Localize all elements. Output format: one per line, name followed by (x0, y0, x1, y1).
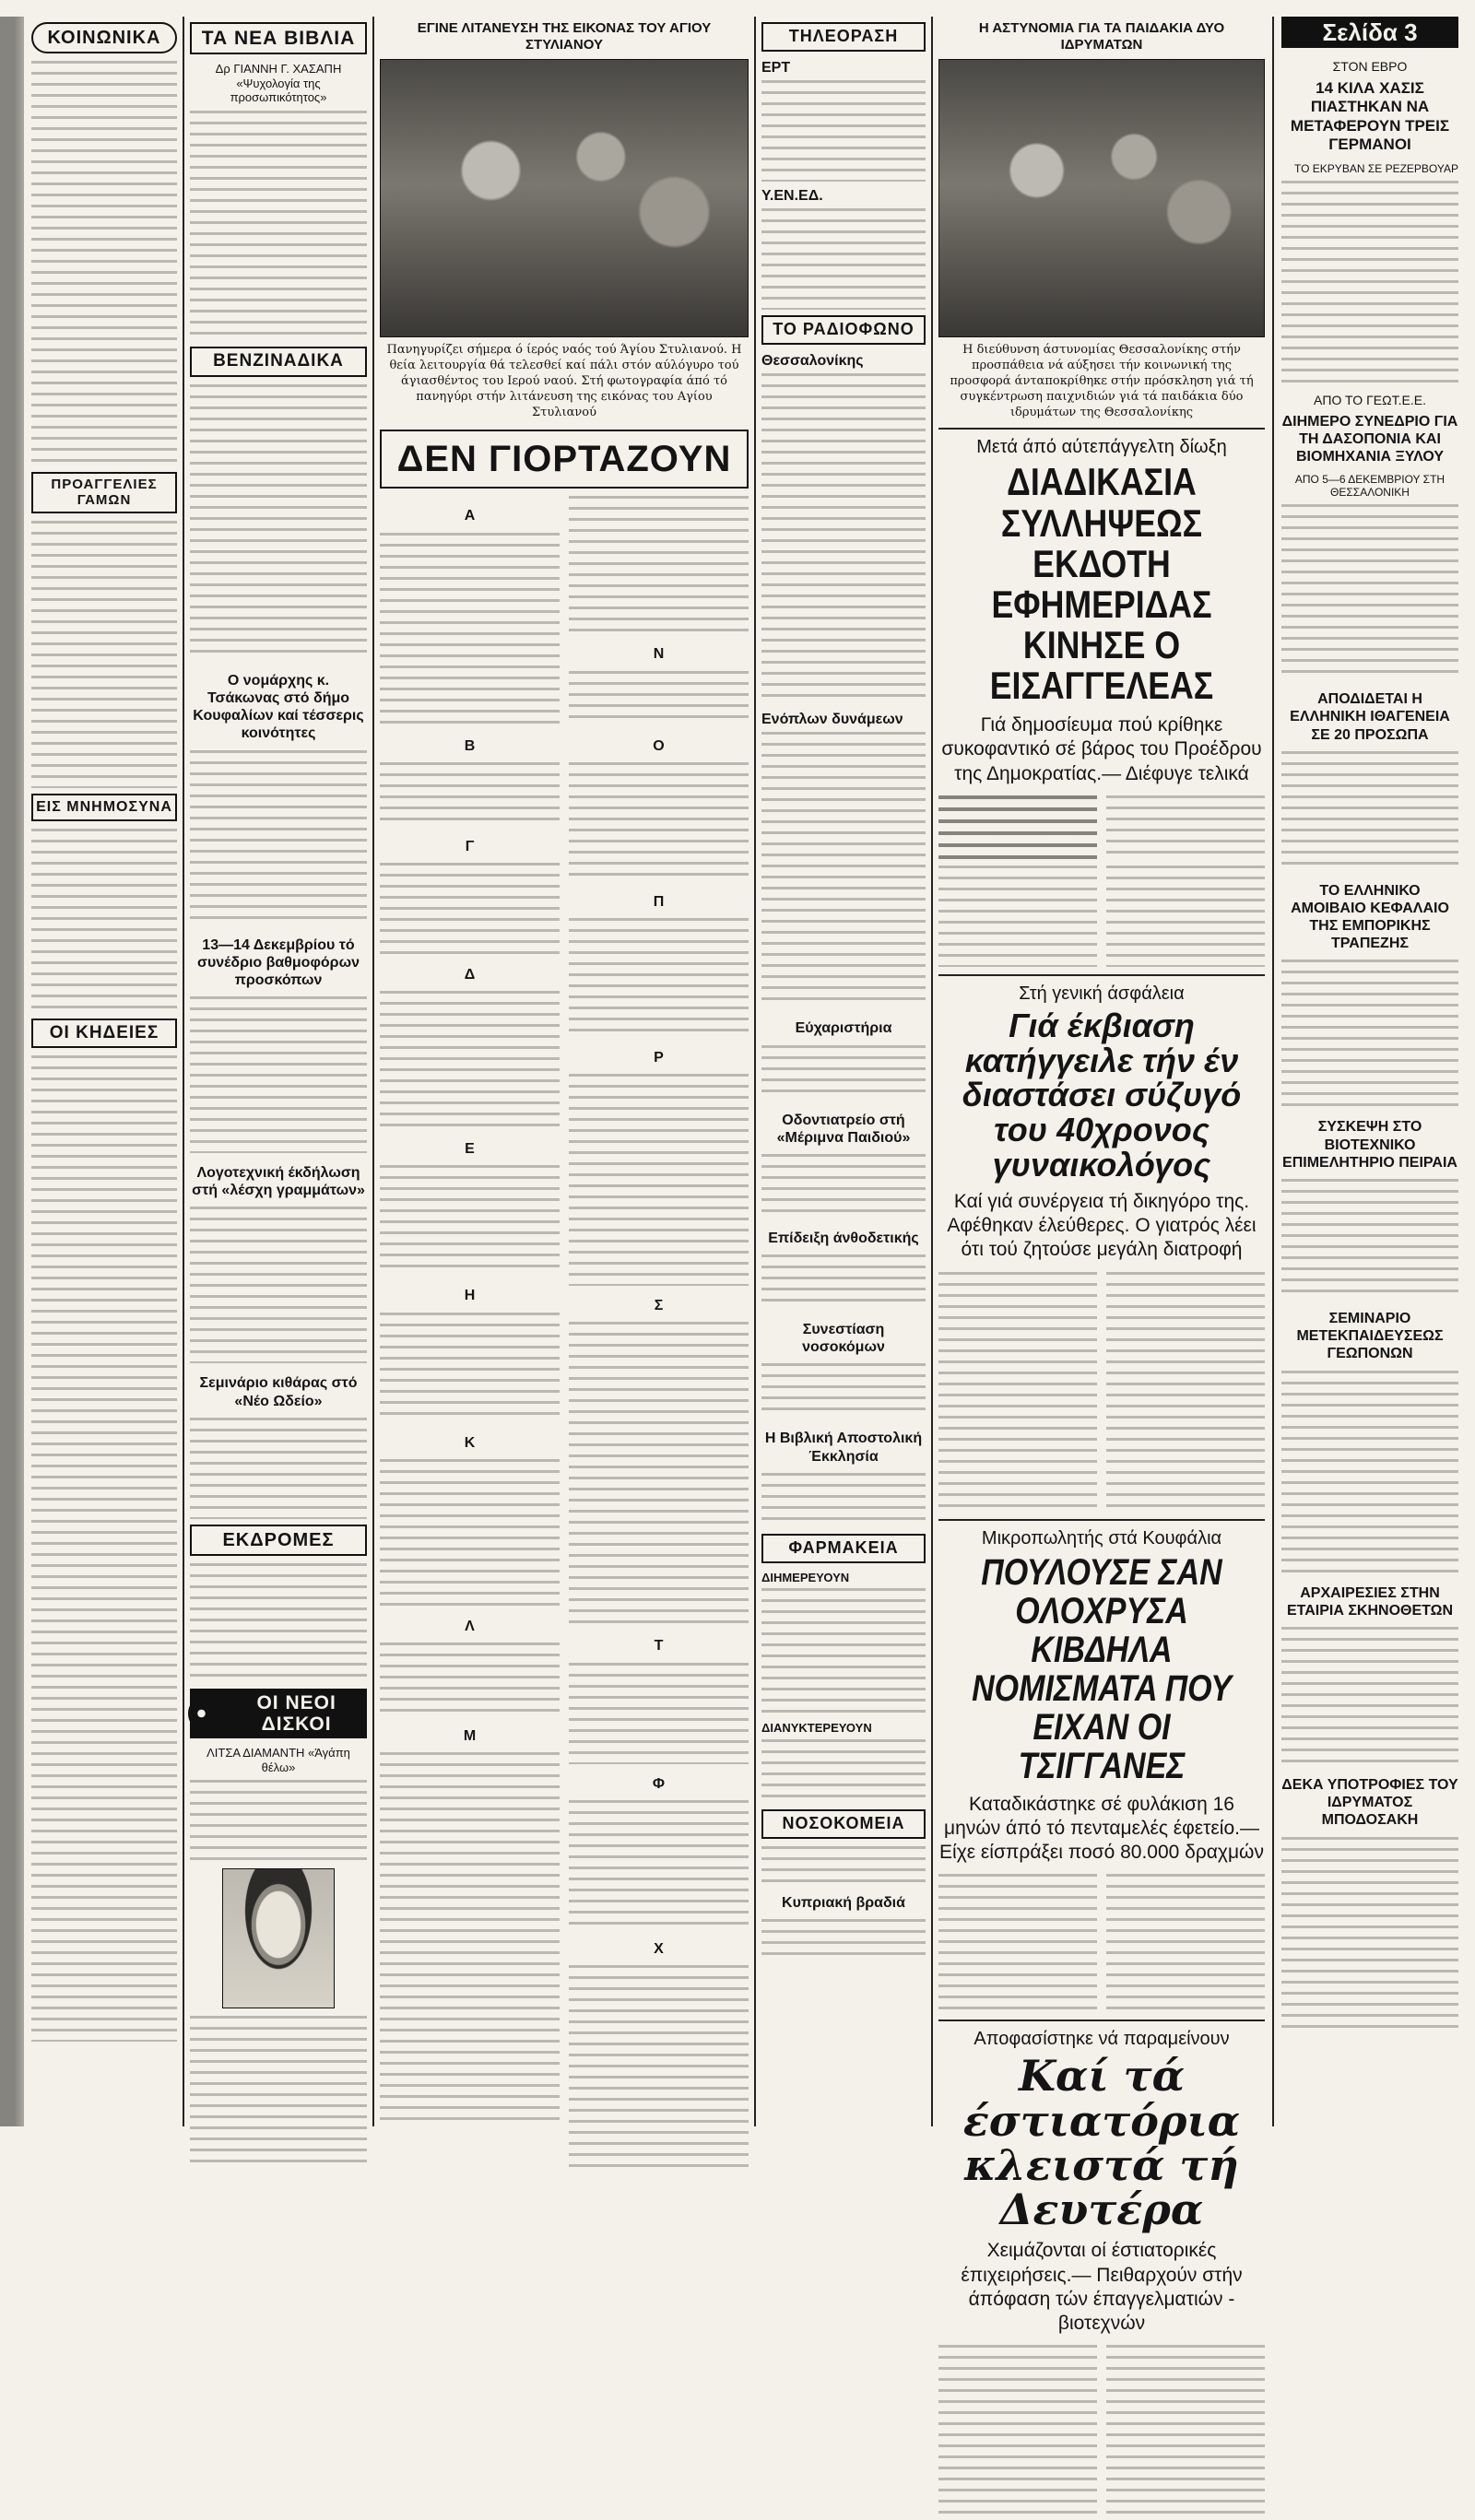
records-lead: ΛΙΤΣΑ ΔΙΑΜΑΝΤΗ «Άγάπη θέλω» (206, 1746, 350, 1774)
headline-piraeus-chamber: ΣΥΣΚΕΨΗ ΣΤΟ ΒΙΟΤΕΧΝΙΚΟ ΕΠΙΜΕΛΗΤΗΡΙΟ ΠΕΙΡΑΙΑ (1282, 1119, 1457, 1171)
story4-deck: Χειμάζονται οί έστιατορικές έπιχειρήσεις.— Πειθαρχούν στήν άπόφαση τών έπαγγελματιών - βιοτεχνών (961, 2240, 1243, 2335)
text-block (1281, 1371, 1458, 1573)
text-block (190, 1207, 367, 1363)
text-block (380, 991, 560, 1129)
headline-namedays: ΔΕΝ ΓΙΟΡΤΑΖΟΥΝ (380, 430, 749, 489)
story1-deck: Γιά δημοσίευμα πού κρίθηκε συκοφαντικό σέ βάρος του Προέδρου της Δημοκρατίας.— Διέφυγε τελικά (941, 714, 1262, 784)
text-block (1281, 181, 1458, 383)
text-block (761, 1473, 926, 1528)
text-block (761, 1739, 926, 1804)
column-rule (183, 17, 184, 2126)
text-block (380, 533, 560, 726)
letter-heading: Γ (465, 838, 475, 854)
column-rule (754, 17, 756, 2126)
text-block (380, 863, 560, 955)
text-block (380, 1752, 560, 2121)
column-namedays (380, 17, 749, 2126)
evros-headline: 14 ΚΙΛΑ ΧΑΣΙΣ ΠΙΑΣΤΗΚΑΝ ΝΑ ΜΕΤΑΦΕΡΟΥΝ ΤΡΕΙΣ ΓΕΡΜΑΝΟΙ (1290, 79, 1450, 154)
text-block (31, 61, 177, 466)
section-excursions: ΕΚΔΡΟΜΕΣ (190, 1525, 367, 1556)
column-rule (931, 17, 933, 2126)
text-block (1281, 504, 1458, 679)
namedays-col-right (569, 496, 749, 2168)
text-block (1281, 751, 1458, 871)
text-block (31, 1055, 177, 2042)
section-petrol-stations: ΒΕΝΖΙΝΑΔΙΚΑ (190, 347, 367, 377)
text-block (569, 1800, 749, 1929)
text-block (761, 1254, 926, 1310)
text-block (190, 384, 367, 661)
column-listings (761, 17, 926, 2126)
letter-heading: Α (464, 508, 476, 524)
story3-headline: ΠΟΥΛΟΥΣΕ ΣΑΝ ΟΛΟΧΡΥΣΑ ΚΙΒΔΗΛΑ ΝΟΜΙΣΜΑΤΑ ΠΟΥ ΕΙΧΑΝ ΟΙ ΤΣΙΓΓΑΝΕΣ (972, 1551, 1232, 1786)
headline-scouts-conference: 13—14 Δεκεμβρίου τό συνέδριο βαθμοφόρων προσκόπων (197, 936, 360, 988)
text-block (761, 732, 926, 1008)
text-block (569, 1663, 749, 1764)
column-briefs (1281, 57, 1458, 2126)
text-block (190, 1563, 367, 1683)
column-rule (1272, 17, 1274, 2126)
police-children-photo (938, 59, 1265, 337)
headline-bodosakis-scholarships: ΔΕΚΑ ΥΠΟΤΡΟΦΙΕΣ ΤΟΥ ΙΔΡΥΜΑΤΟΣ ΜΠΟΔΟΣΑΚΗ (1281, 1776, 1458, 1829)
section-koinonika: ΚΟΙΝΩΝΙΚΑ (31, 22, 177, 53)
text-block (380, 1459, 560, 1607)
radio-station-thessaloniki: Θεσσαλονίκης (761, 352, 864, 369)
text-block (380, 1643, 560, 1716)
section-radio: ΤΟ ΡΑΔΙΟΦΩΝΟ (761, 315, 926, 345)
section-memorials: ΕΙΣ ΜΝΗΜΟΣΥΝΑ (31, 794, 177, 821)
text-block (569, 1322, 749, 1626)
text-block (761, 1045, 926, 1101)
letter-heading: Τ (654, 1638, 664, 1654)
text-block (761, 1919, 926, 1956)
text-block (938, 1272, 1097, 1512)
records-banner (194, 1692, 363, 1735)
letter-heading: Κ (464, 1434, 476, 1451)
text-block (761, 80, 926, 182)
story1-headline: ΔΙΑΔΙΚΑΣΙΑ ΣΥΛΛΗΨΕΩΣ ΕΚΔΟΤΗ ΕΦΗΜΕΡΙΔΑΣ ΚΙΝΗΣΕ Ο ΕΙΣΑΓΓΕΛΕΑΣ (989, 460, 1214, 707)
text-block (1281, 1179, 1458, 1299)
singer-portrait-image (222, 1868, 335, 2008)
pharmacies-night-duty: ΔΙΑΝΥΚΤΕΡΕΥΟΥΝ (761, 1721, 872, 1736)
photo-headline-procession: ΕΓΙΝΕ ΛΙΤΑΝΕΥΣΗ ΤΗΣ ΕΙΚΟΝΑΣ ΤΟΥ ΑΓΙΟΥ ΣΤΥΛΙΑΝΟΥ (417, 20, 712, 53)
text-block (190, 2016, 367, 2163)
geotee-subhead: ΑΠΟ 5—6 ΔΕΚΕΜΒΡΙΟΥ ΣΤΗ ΘΕΣΣΑΛΟΝΙΚΗ (1294, 473, 1446, 500)
section-wedding-notices: ΠΡΟΑΓΓΕΛΙΕΣ ΓΑΜΩΝ (31, 472, 177, 513)
letter-heading: Ο (653, 737, 665, 754)
text-block (569, 496, 749, 634)
procession-caption: Πανηγυρίζει σήμερα ό ίερός ναός τού Άγίου Στυλιανού. Η θεία λειτουργία θά τελεσθεί καί πάλι στόν αύλόγυρο τού άγιασθέντος του Ιερού ναού. Στή φωτογραφία άπό τό πανηγύρι στήν λιτάνευση της εικόνας του Αγίου Στυλιανού (386, 343, 742, 419)
text-block (1281, 960, 1458, 1107)
text-block (569, 671, 749, 726)
text-block (31, 829, 177, 1013)
photo-headline-police: Η ΑΣΤΥΝΟΜΙΑ ΓΙΑ ΤΑ ΠΑΙΔΑΚΙΑ ΔΥΟ ΙΔΡΥΜΑΤΩΝ (978, 20, 1225, 53)
headline-biblical-church: Η Βιβλική Αποστολική Έκκλησία (764, 1431, 923, 1465)
heading-thanks: Εύχαριστήρια (795, 1020, 892, 1037)
text-block (1281, 1627, 1458, 1765)
story3-deck: Καταδικάστηκε σέ φυλάκιση 16 μηνών άπό τό πενταμελές έφετείο.— Είχε είσπράξει ποσό 80.000 δραχμών (939, 1793, 1264, 1863)
section-new-books: ΤΑ ΝΕΑ ΒΙΒΛΙΑ (190, 22, 367, 54)
text-block (761, 1588, 926, 1717)
letter-heading: Π (653, 893, 665, 910)
letter-heading: Λ (465, 1618, 475, 1634)
story1-body (938, 795, 1265, 860)
text-block (569, 1965, 749, 2168)
text-block (31, 521, 177, 788)
vinyl-disc-icon (188, 1698, 215, 1729)
text-block (1106, 1874, 1265, 2012)
text-block (1106, 866, 1265, 967)
column-social (31, 17, 177, 2126)
letter-heading: Δ (464, 967, 476, 983)
story1-kicker: Μετά άπό αύτεπάγγελτη δίωξη (976, 437, 1227, 458)
text-block (1106, 2345, 1265, 2520)
headline-citizenship: ΑΠΟΔΙΔΕΤΑΙ Η ΕΛΛΗΝΙΚΗ ΙΘΑΓΕΝΕΙΑ ΣΕ 20 ΠΡΟΣΩΠΑ (1290, 691, 1450, 743)
story2-kicker: Στή γενική άσφάλεια (1019, 983, 1185, 1004)
pharmacies-day-duty: ΔΙΗΜΕΡΕΥΟΥΝ (761, 1570, 850, 1584)
text-block (1106, 1272, 1265, 1512)
story4-headline: Καί τά έστιατόρια κλειστά τή Δευτέρα (962, 2051, 1241, 2235)
tv-channel-yened: Υ.ΕΝ.ΕΔ. (761, 187, 823, 204)
divider (938, 428, 1265, 430)
text-block (380, 762, 560, 827)
evros-label: ΣΤΟΝ ΕΒΡΟ (1332, 59, 1408, 74)
letter-heading: Μ (463, 1727, 477, 1744)
story3-kicker: Μικροπωλητής στά Κουφάλια (981, 1527, 1222, 1549)
headline-nurses-meeting: Συνεστίαση νοσοκόμων (802, 1322, 885, 1356)
letter-heading: Ρ (654, 1050, 664, 1066)
evros-subhead: ΤΟ ΕΚΡΥΒΑΝ ΣΕ ΡΕΖΕΡΒΟΥΑΡ (1294, 161, 1458, 175)
divider (938, 1519, 1265, 1521)
geotee-headline: ΔΙΗΜΕΡΟ ΣΥΝΕΔΡΙΟ ΓΙΑ ΤΗ ΔΑΣΟΠΟΝΙΑ ΚΑΙ ΒΙΟΜΗΧΑΝΙΑ ΞΥΛΟΥ (1281, 413, 1458, 465)
story4-kicker: Αποφασίστηκε νά παραμείνουν (974, 2029, 1230, 2050)
namedays-col-left (380, 496, 560, 2168)
letter-heading: Σ (654, 1298, 664, 1314)
text-block (190, 1418, 367, 1519)
letter-heading: Χ (654, 1940, 664, 1957)
headline-cyprus-evening: Κυπριακή βραδιά (782, 1894, 905, 1911)
geotee-label: ΑΠΟ ΤΟ ΓΕΩΤ.Ε.Ε. (1314, 392, 1426, 407)
section-new-records-label: ΟΙ ΝΕΟΙ ΔΙΣΚΟΙ (256, 1691, 336, 1735)
text-block (761, 1363, 926, 1419)
text-block (569, 1074, 749, 1286)
story3-body (938, 1874, 1265, 2012)
column-rule (372, 17, 374, 2126)
column-main-stories (938, 17, 1265, 2335)
text-block (938, 2345, 1097, 2520)
text-block (380, 1313, 560, 1423)
text-block (938, 1874, 1097, 2012)
text-block (1281, 1837, 1458, 2031)
letter-heading: Ν (653, 646, 665, 663)
text-block (190, 1780, 367, 1863)
books-lead: Δρ ΓΙΑΝΝΗ Γ. ΧΑΣΑΠΗ «Ψυχολογία της προσωπικότητος» (215, 62, 342, 105)
section-funerals: ΟΙ ΚΗΔΕΙΕΣ (31, 1019, 177, 1049)
section-television: ΤΗΛΕΟΡΑΣΗ (761, 22, 926, 52)
radio-station-armed-forces: Ενόπλων δυνάμεων (761, 712, 903, 728)
adjacent-page-edge (0, 17, 24, 2126)
text-block (938, 866, 1097, 967)
divider (938, 974, 1265, 976)
headline-dental-clinic: Οδοντιατρείο στή «Μέριμνα Παιδιού» (776, 1112, 911, 1146)
police-children-caption: Η διεύθυνση άστυνομίας Θεσσαλονίκης στήν προσπάθεια νά αύξησει τήν κοινωνική της προσφορά άνταποκρίθηκε στήν πρόσκληση γιά τή συγκέντρωση παιχνιδιών γιά τά παιδάκια δύο ιδρυμάτων της Θεσσαλονίκης (950, 343, 1254, 419)
text-block (761, 208, 926, 310)
text-block (569, 762, 749, 882)
story2-deck: Καί γιά συνέργεια τή δικηγόρο της. Αφέθηκαν έλεύθερες. Ο γιατρός λέει ότι τού ζητούσε μεγάλη διατροφή (947, 1190, 1257, 1261)
letter-heading: Φ (652, 1775, 666, 1792)
story4-body (938, 2345, 1265, 2520)
tv-channel-ert: ΕΡΤ (761, 59, 791, 76)
headline-mutual-fund: ΤΟ ΕΛΛΗΝΙΚΟ ΑΜΟΙΒΑΙΟ ΚΕΦΑΛΑΙΟ ΤΗΣ ΕΜΠΟΡΙΚΗΣ ΤΡΑΠΕΖΗΣ (1291, 882, 1449, 952)
text-block (761, 1154, 926, 1219)
letter-heading: Β (464, 737, 476, 754)
headline-directors-elections: ΑΡΧΑΙΡΕΣΙΕΣ ΣΤΗΝ ΕΤΑΙΡΙΑ ΣΚΗΝΟΘΕΤΩΝ (1286, 1584, 1454, 1619)
headline-flower-show: Επίδειξη άνθοδετικής (768, 1230, 919, 1246)
text-block (938, 795, 1097, 860)
divider (938, 2020, 1265, 2021)
headline-nomarch: Ο νομάρχης κ. Τσάκωνας στό δήμο Κουφαλίων καί τέσσερις κοινότητες (193, 672, 364, 742)
text-block (380, 1165, 560, 1276)
headline-guitar-seminar: Σεμινάριο κιθάρας στό «Νέο Ωδείο» (199, 1375, 358, 1409)
story2-body (938, 1272, 1265, 1512)
text-block (190, 750, 367, 925)
section-pharmacies: ΦΑΡΜΑΚΕΙΑ (761, 1534, 926, 1563)
story2-headline: Γιά έκβιαση κατήγγειλε τήν έν διαστάσει σύζυγό του 40χρονος γυναικολόγος (962, 1006, 1242, 1183)
text-block (190, 111, 367, 341)
column-news (190, 17, 367, 2126)
section-hospitals: ΝΟΣΟΚΟΜΕΙΑ (761, 1809, 926, 1839)
namedays-columns (380, 496, 749, 2168)
letter-heading: Η (464, 1288, 476, 1304)
letter-heading: Ε (465, 1141, 475, 1158)
headline-agronomists-seminar: ΣΕΜΙΝΑΡΙΟ ΜΕΤΕΚΠΑΙΔΕΥΣΕΩΣ ΓΕΩΠΟΝΩΝ (1296, 1311, 1444, 1362)
section-new-records (190, 1689, 367, 1738)
story1-body-cont (938, 866, 1265, 967)
text-block (1106, 795, 1265, 860)
text-block (761, 1846, 926, 1883)
headline-literary-event: Λογοτεχνική έκδήλωση στή «λέσχη γραμμάτων» (192, 1165, 365, 1199)
text-block (569, 918, 749, 1038)
text-block (190, 996, 367, 1153)
procession-photo (380, 59, 749, 337)
page-number-label: Σελίδα 3 (1281, 17, 1458, 48)
text-block (761, 373, 926, 705)
